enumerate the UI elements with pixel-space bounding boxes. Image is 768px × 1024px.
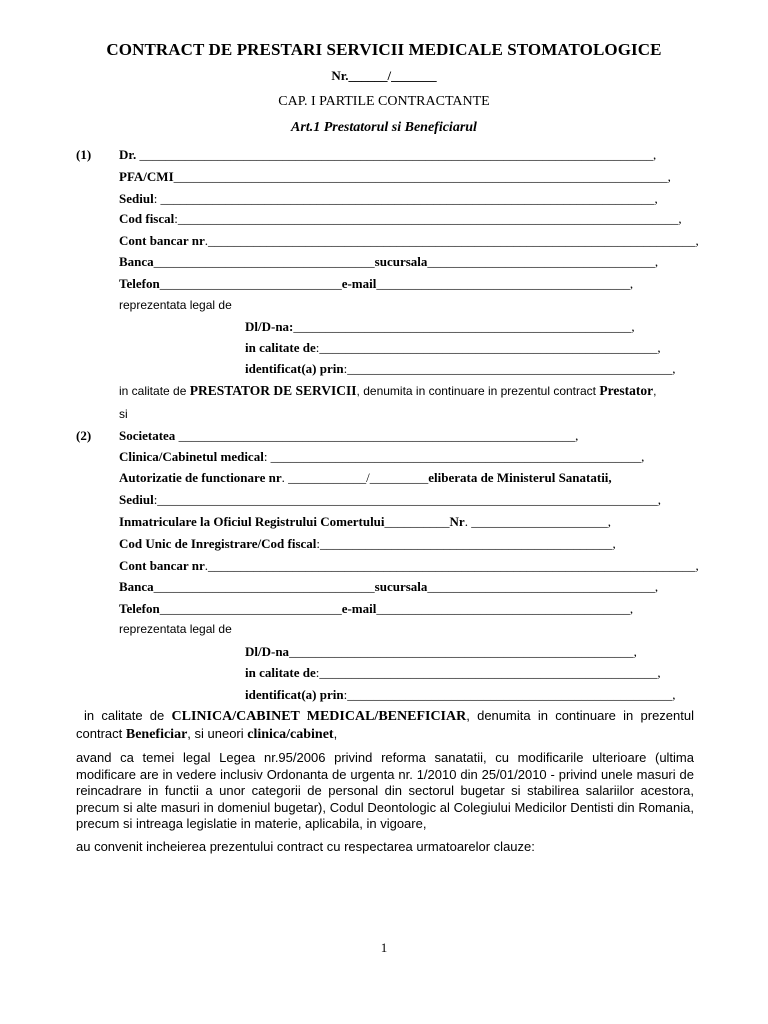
banca-label: Banca (119, 254, 154, 269)
inmatriculare-nr-field[interactable]: . _____________________, (464, 514, 611, 529)
party1-banca-line (119, 254, 658, 270)
party2-cui-line (119, 536, 616, 552)
pfa-field[interactable]: ____________________________________________________________________________, (173, 169, 671, 184)
party1-role (119, 383, 656, 399)
cont-field[interactable]: .___________________________________________________________________________, (204, 233, 699, 248)
telefon2-field[interactable]: ____________________________ (159, 601, 342, 616)
sediu2-field[interactable]: :_____________________________________________________________________________, (153, 492, 662, 507)
cont2-label: Cont bancar nr (119, 558, 205, 573)
inmatriculare-field[interactable]: __________ (384, 514, 450, 529)
societatea-field[interactable]: _____________________________________________________________, (175, 428, 579, 443)
telefon-label: Telefon (119, 276, 160, 291)
p1-pre: in calitate de (84, 708, 172, 723)
party1-dl-line (245, 319, 635, 335)
societatea-label: Societatea (119, 428, 176, 443)
party1-dr-line (119, 147, 656, 163)
clinica-field[interactable]: : _________________________________________________________, (263, 449, 645, 464)
ident-field[interactable]: :__________________________________________________, (343, 361, 676, 376)
sucursala-label: sucursala (374, 254, 428, 269)
p1-end: , (333, 725, 338, 741)
party2-rep: reprezentata legal de (119, 622, 232, 636)
role-mid: , denumita in continuare in prezentul contract (356, 384, 600, 398)
party2-telefon-line (119, 601, 633, 617)
ident2-field[interactable]: :__________________________________________________, (343, 687, 676, 702)
contract-number: Nr.______/_______ (331, 68, 437, 83)
cui-label: Cod Unic de Inregistrare/Cod fiscal (119, 536, 317, 551)
email2-label: e-mail (341, 601, 377, 616)
cui-field[interactable]: :_____________________________________________, (316, 536, 616, 551)
party2-calitate-line (245, 665, 661, 681)
party1-ident-line (245, 361, 675, 377)
cod-fiscal-label: Cod fiscal (119, 211, 175, 226)
article-heading: Art.1 Prestatorul si Beneficiarul (291, 120, 477, 135)
sucursala-field[interactable]: ___________________________________, (427, 254, 659, 269)
dl-field[interactable]: ____________________________________________________, (293, 319, 635, 334)
ident-label: identificat(a) prin (245, 361, 344, 376)
party2-banca-line (119, 579, 658, 595)
inmatriculare-label: Inmatriculare la Oficiul Registrului Comertului (119, 514, 385, 529)
legal-basis-paragraph: avand ca temei legal Legea nr.95/2006 privind reforma sanatatii, cu modificarile ulterioare (ultima modificare are in vedere inclusiv Ordonanta de urgenta nr. 1/2010 din 25/01/2010 - privind unele masuri de reincadrare in functii a unor categorii de personal din sectorul bugetar si stabilirea salariilor acestora, precum si alte masuri in domeniul bugetar), Codul Deontologic al Colegiului Medicilor Dentisti din Romania, precum si intreaga legislatie in materie, aplicabila, in vigoare, (76, 750, 694, 831)
email-field[interactable]: _______________________________________, (376, 276, 634, 291)
party2-ident-line (245, 687, 675, 703)
sucursala2-label: sucursala (374, 579, 428, 594)
calitate-label: in calitate de (245, 340, 316, 355)
party1-number: (1) (76, 147, 92, 162)
party2-number: (2) (76, 428, 92, 443)
beneficiar-paragraph (76, 708, 694, 743)
sediu2-label: Sediul (119, 492, 154, 507)
p1-mid2: , si uneori (187, 725, 248, 741)
sucursala2-field[interactable]: ___________________________________, (427, 579, 659, 594)
pfa-label: PFA/CMI (119, 169, 174, 184)
dl-label: Dl/D-na: (245, 319, 294, 334)
inmatriculare-nr-label: Nr (449, 514, 465, 529)
cod-fiscal-field[interactable]: :_____________________________________________________________________________, (174, 211, 682, 226)
sediu-label: Sediul (119, 191, 154, 206)
dl2-label: Dl/D-na (245, 644, 290, 659)
document-title: CONTRACT DE PRESTARI SERVICII MEDICALE STOMATOLOGICE (106, 40, 662, 59)
email-label: e-mail (341, 276, 377, 291)
role-prestator-servicii: PRESTATOR DE SERVICII (189, 383, 357, 398)
dl2-field[interactable]: _____________________________________________________, (289, 644, 637, 659)
party2-dl-line (245, 644, 637, 660)
autorizatie-label: Autorizatie de functionare nr (119, 470, 282, 485)
banca2-label: Banca (119, 579, 154, 594)
cont2-field[interactable]: .___________________________________________________________________________, (204, 558, 699, 573)
party2-inmatriculare-line (119, 514, 611, 530)
page-number: 1 (380, 940, 388, 955)
autorizatie-field[interactable]: . ____________/_________ (281, 470, 429, 485)
party2-cont-line (119, 558, 699, 574)
si-conjunction: si (119, 407, 128, 421)
calitate2-field[interactable]: :____________________________________________________, (315, 665, 661, 680)
cont-label: Cont bancar nr (119, 233, 205, 248)
dr-label: Dr. (119, 147, 137, 162)
party1-rep: reprezentata legal de (119, 298, 232, 312)
sediu-field[interactable]: : ____________________________________________________________________________, (153, 191, 658, 206)
chapter-heading: CAP. I PARTILE CONTRACTANTE (278, 94, 490, 109)
ident2-label: identificat(a) prin (245, 687, 344, 702)
p1-beneficiar: Beneficiar (125, 726, 188, 742)
email2-field[interactable]: _______________________________________, (376, 601, 634, 616)
party2-clinica-line (119, 449, 644, 465)
role-prestator: Prestator (599, 383, 654, 398)
p1-mid: , denumita in continuare in prezentul contract (76, 708, 694, 741)
party1-cod-line (119, 211, 682, 227)
party2-sediu-line (119, 492, 661, 508)
party2-autorizatie-line (119, 470, 612, 486)
telefon2-label: Telefon (119, 601, 160, 616)
banca2-field[interactable]: __________________________________ (153, 579, 375, 594)
p1-clinica: CLINICA/CABINET MEDICAL/BENEFICIAR (171, 709, 467, 724)
calitate2-label: in calitate de (245, 665, 316, 680)
banca-field[interactable]: __________________________________ (153, 254, 375, 269)
p1-clinica-cabinet: clinica/cabinet (247, 726, 334, 742)
calitate-field[interactable]: :____________________________________________________, (315, 340, 661, 355)
role-end: , (653, 384, 657, 398)
telefon-field[interactable]: ____________________________ (159, 276, 342, 291)
party1-pfa-line (119, 169, 671, 185)
role-pre: in calitate de (119, 384, 190, 398)
autorizatie-eliberata: eliberata de Ministerul Sanatatii, (428, 470, 612, 485)
clinica-label: Clinica/Cabinetul medical (119, 449, 264, 464)
party1-sediu-line (119, 191, 658, 207)
agreement-paragraph: au convenit incheierea prezentului contract cu respectarea urmatoarelor clauze: (76, 839, 535, 854)
party1-telefon-line (119, 276, 633, 292)
party1-calitate-line (245, 340, 661, 356)
party1-cont-line (119, 233, 699, 249)
party2-soc-line (119, 428, 578, 444)
dr-field[interactable]: _______________________________________________________________________________, (139, 147, 657, 162)
